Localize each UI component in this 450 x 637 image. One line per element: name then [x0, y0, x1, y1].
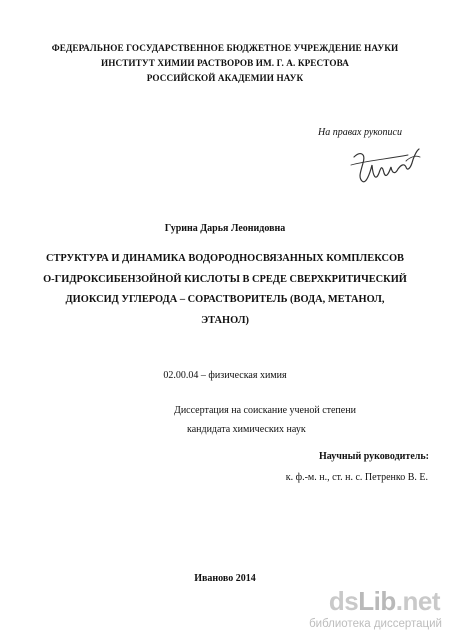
city-year: Иваново 2014: [194, 573, 256, 584]
title-line-3: ДИОКСИД УГЛЕРОДА – СОРАСТВОРИТЕЛЬ (ВОДА, МЕТАНОЛ,: [65, 294, 385, 305]
dslib-subtitle: библиотека диссертаций: [309, 618, 442, 630]
title-line-1: СТРУКТУРА И ДИНАМИКА ВОДОРОДНОСВЯЗАННЫХ КОМПЛЕКСОВ: [46, 253, 404, 264]
supervisor-label: Научный руководитель:: [319, 451, 429, 462]
manuscript-rights-note: На правах рукописи: [318, 127, 402, 138]
logo-lib: Lib: [358, 586, 396, 616]
title-line-4: ЭТАНОЛ): [201, 314, 249, 326]
org-line-1: ФЕДЕРАЛЬНОЕ ГОСУДАРСТВЕННОЕ БЮДЖЕТНОЕ УЧРЕЖДЕНИЕ НАУКИ: [51, 43, 399, 53]
dissertation-note-line-1: Диссертация на соискание ученой степени: [174, 405, 356, 416]
signature-icon: [346, 143, 426, 191]
supervisor-name: к. ф.-м. н., ст. н. с. Петренко В. Е.: [285, 472, 428, 483]
logo-net: .net: [395, 586, 440, 616]
org-line-3: РОССИЙСКОЙ АКАДЕМИИ НАУК: [146, 73, 304, 83]
organization-header: [0, 41, 450, 86]
specialty-code: 02.00.04 – физическая химия: [163, 370, 287, 381]
dissertation-note-line-2: кандидата химических наук: [187, 424, 306, 435]
dslib-watermark[interactable]: [309, 586, 446, 636]
logo-ds: ds: [328, 586, 359, 616]
title-line-2: О-ГИДРОКСИБЕНЗОЙНОЙ КИСЛОТЫ В СРЕДЕ СВЕРХКРИТИЧЕСКИЙ: [43, 273, 407, 285]
author-name: Гурина Дарья Леонидовна: [164, 223, 286, 234]
dissertation-title: [0, 249, 450, 331]
dslib-logo: [329, 586, 440, 617]
org-line-2: ИНСТИТУТ ХИМИИ РАСТВОРОВ ИМ. Г. А. КРЕСТОВА: [100, 58, 350, 68]
